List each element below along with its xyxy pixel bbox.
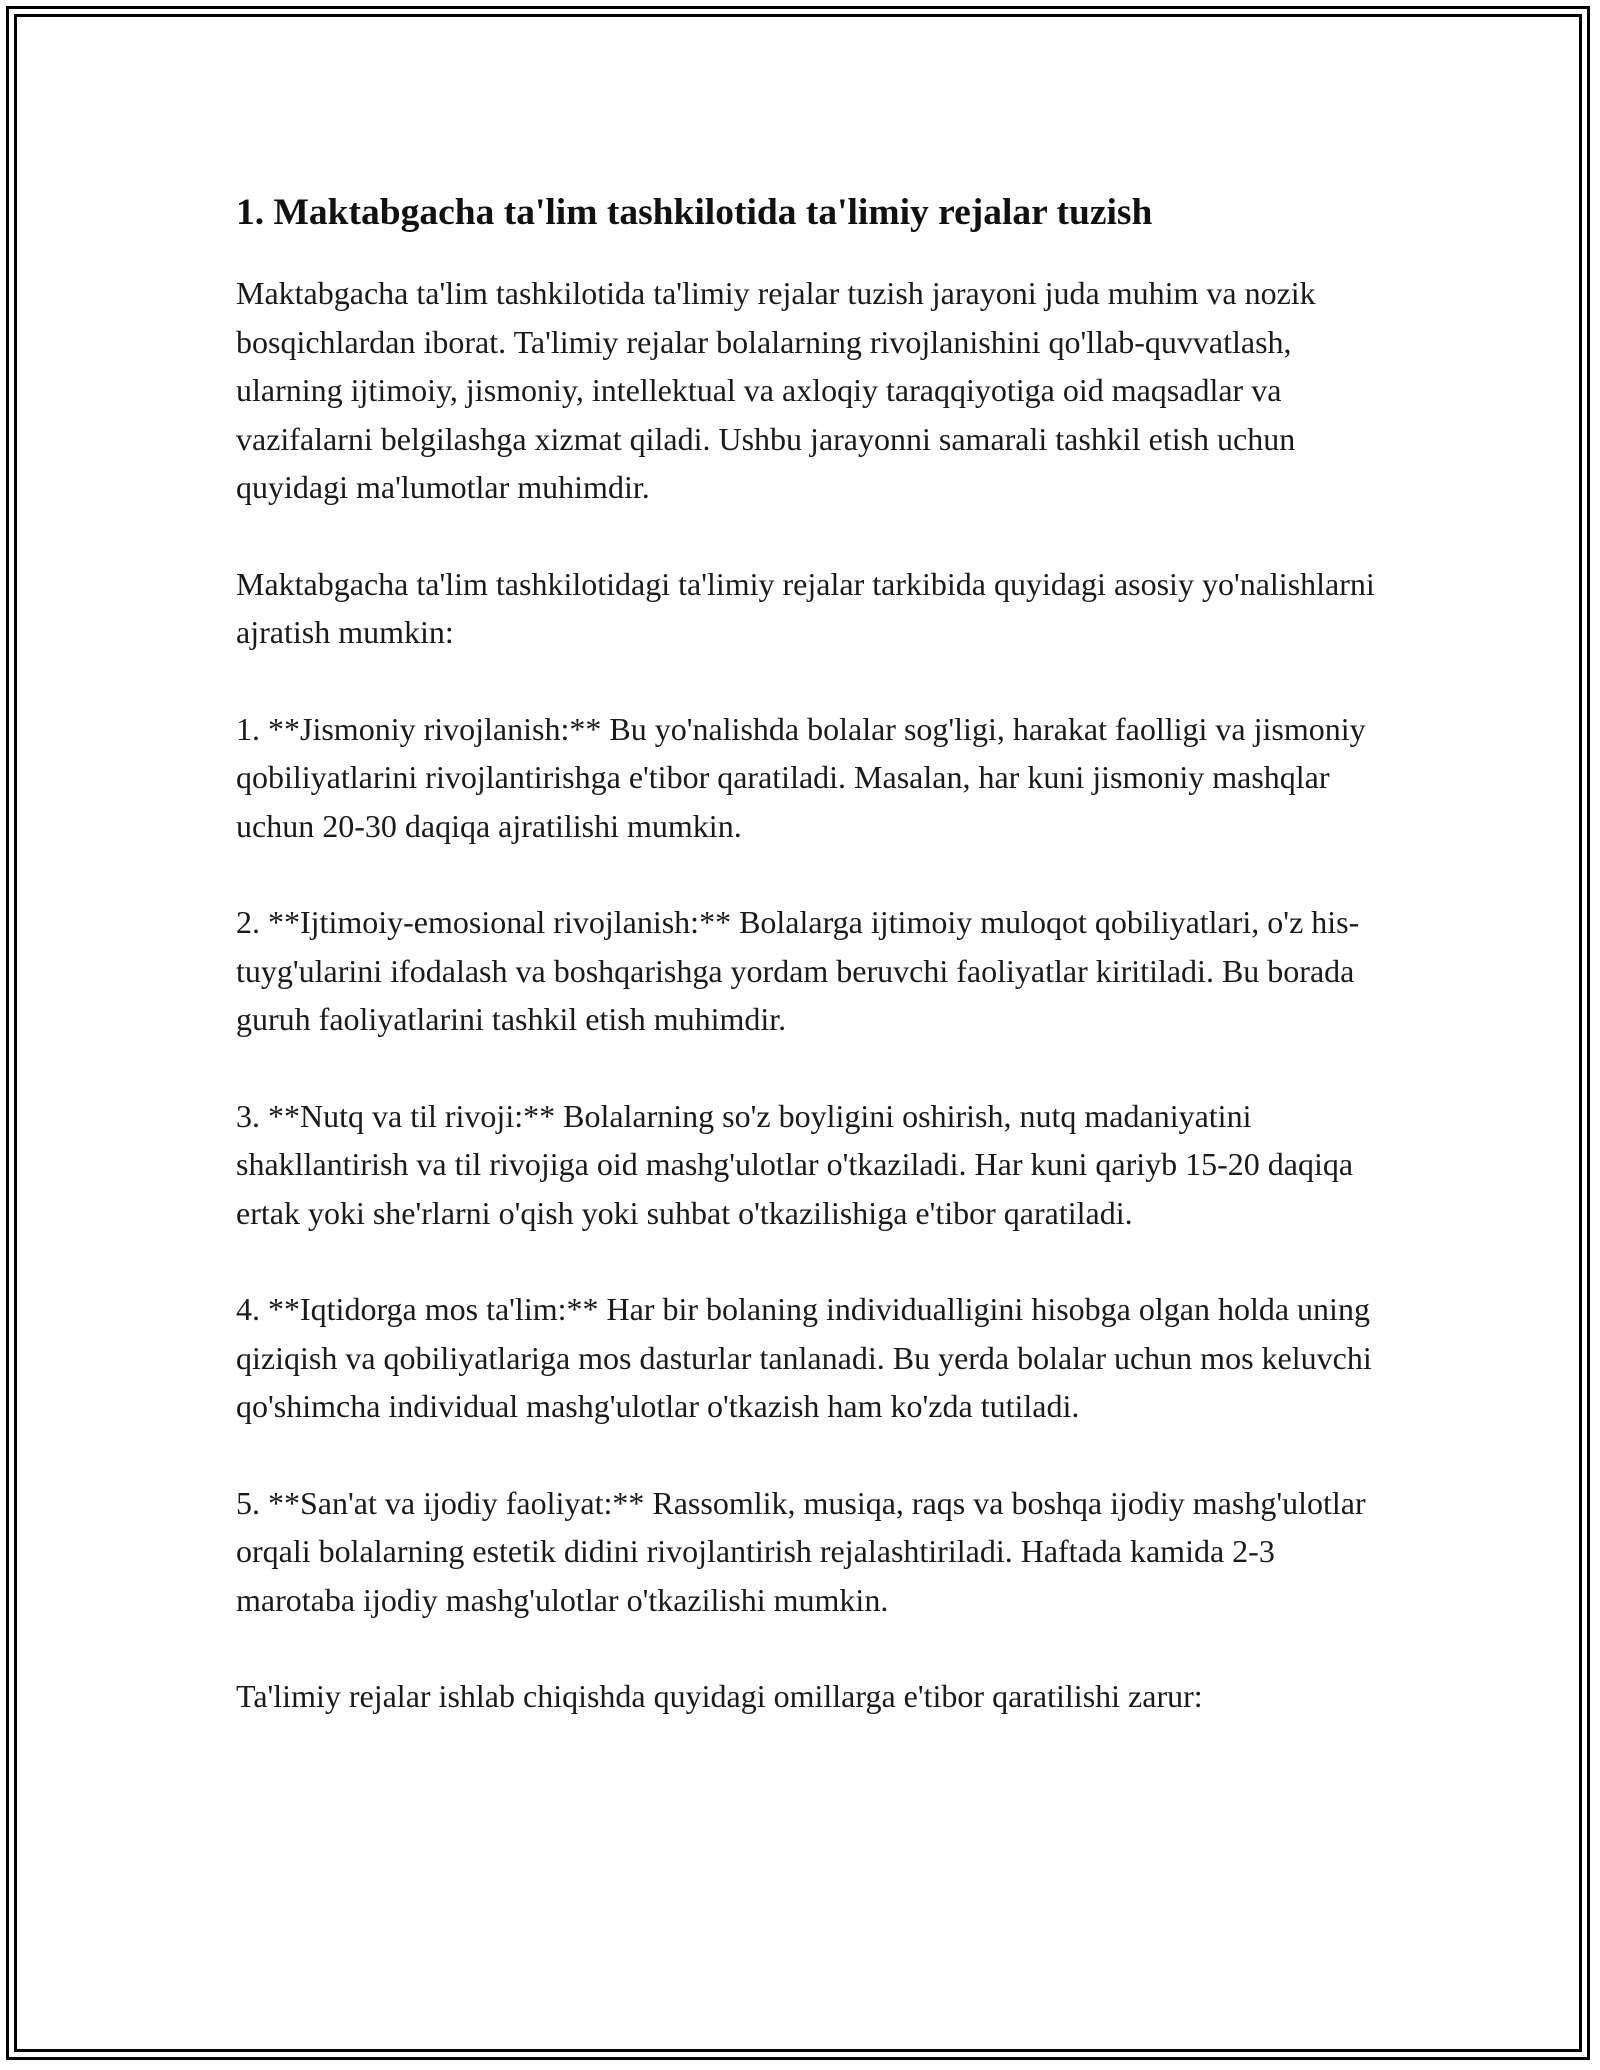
list-item-art-creative: 5. **San'at va ijodiy faoliyat:** Rassomlik, musiqa, raqs va boshqa ijodiy mashg'ulotlar orqali bolalarning estetik didini rivojlantirish rejalashtiriladi. Haftada kamida 2-3 marotaba ijodiy mashg'ulotlar o'tkazilishi mumkin. bbox=[236, 1484, 1366, 1618]
paragraph-intro: Maktabgacha ta'lim tashkilotida ta'limiy rejalar tuzish jarayoni juda muhim va nozik bosqichlardan iborat. Ta'limiy rejalar bolalarning rivojlanishini qo'llab-quvvatlash, ularning ijtimoiy, jismoniy, intellektual va axloqiy taraqqiyotiga oid maqsadlar va vazifalarni belgilashga xizmat qiladi. Ushbu jarayonni samarali tashkil etish uchun quyidagi ma'lumotlar muhimdir. bbox=[236, 275, 1316, 505]
paragraph-factors: Ta'limiy rejalar ishlab chiqishda quyidagi omillarga e'tibor qaratilishi zarur: bbox=[236, 1678, 1203, 1714]
document-title: 1. Maktabgacha ta'lim tashkilotida ta'limiy rejalar tuzish bbox=[236, 192, 1153, 233]
list-item-talent-based: 4. **Iqtidorga mos ta'lim:** Har bir bolaning individualligini hisobga olgan holda uning qiziqish va qobiliyatlariga mos dasturlar tanlanadi. Bu yerda bolalar uchun mos keluvchi qo'shimcha individual mashg'ulotlar o'tkazish ham ko'zda tutiladi. bbox=[236, 1291, 1372, 1424]
list-item-social-emotional: 2. **Ijtimoiy-emosional rivojlanish:** Bolalarga ijtimoiy muloqot qobiliyatlari, o'z his-tuyg'ularini ifodalash va boshqarishga yordam beruvchi faoliyatlar kiritiladi. Bu borada guruh faoliyatlarini tashkil etish muhimdir. bbox=[236, 904, 1360, 1037]
list-item-speech-language: 3. **Nutq va til rivoji:** Bolalarning so'z boyligini oshirish, nutq madaniyatini shakllantirish va til rivojiga oid mashg'ulotlar o'tkaziladi. Har kuni qariyb 15-20 daqiqa ertak yoki she'rlarni o'qish yoki suhbat o'tkazilishiga e'tibor qaratiladi. bbox=[236, 1097, 1354, 1231]
paragraph-directions: Maktabgacha ta'lim tashkilotidagi ta'limiy rejalar tarkibida quyidagi asosiy yo'nalishlarni ajratish mumkin: bbox=[236, 565, 1375, 650]
list-item-physical: 1. **Jismoniy rivojlanish:** Bu yo'nalishda bolalar sog'ligi, harakat faolligi va jismoniy qobiliyatlarini rivojlantirishga e'tibor qaratiladi. Masalan, har kuni jismoniy mashqlar uchun 20-30 daqiqa ajratilishi mumkin. bbox=[236, 710, 1366, 844]
document-body bbox=[236, 185, 1386, 1769]
